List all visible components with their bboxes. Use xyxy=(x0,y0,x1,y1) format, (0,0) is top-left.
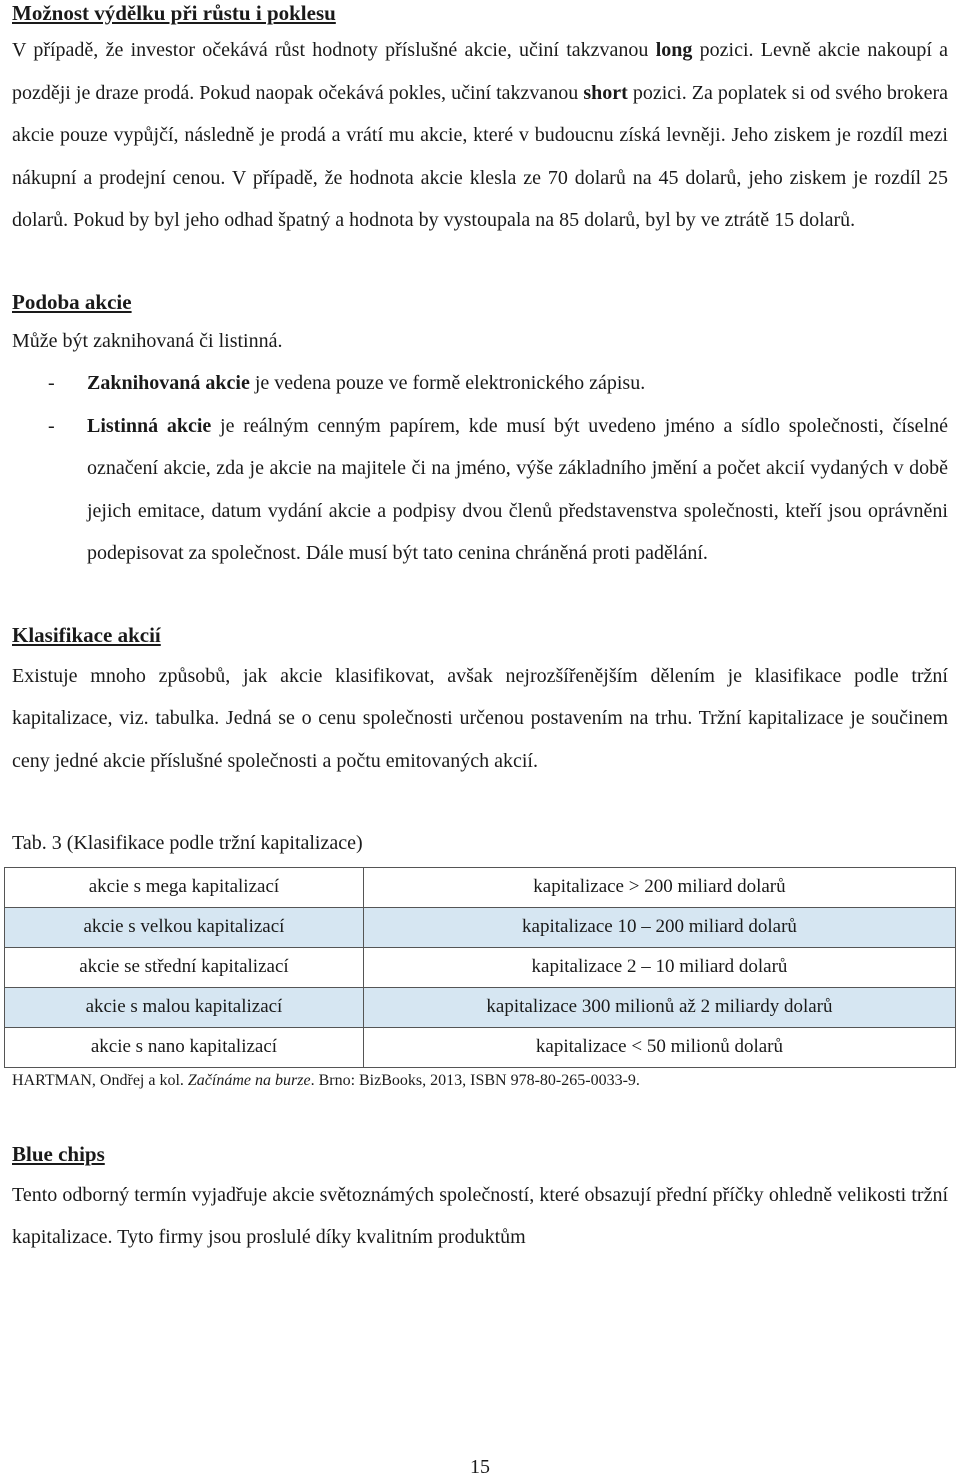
table-cell-range: kapitalizace 300 milionů až 2 miliardy dolarů xyxy=(363,987,955,1027)
list-item: - Listinná akcie je reálným cenným papírem, kde musí být uvedeno jméno a sídlo společnosti, číselné označení akcie, zda je akcie na majitele či na jméno, výše základního jmění a počet akcií vydaných v době jejich emitace, datum vydání akcie a podpisy dvou členů představenstva společnosti, kteří jsou oprávněni podepisovat za společnost. Dále musí být tato cenina chráněná proti padělání. xyxy=(48,414,948,564)
table-cell-name: akcie se střední kapitalizací xyxy=(5,947,364,987)
paragraph-podoba-intro: Může být zaknihovaná či listinná. xyxy=(12,329,283,352)
paragraph-blue-chips: Tento odborný termín vyjadřuje akcie světoznámých společností, které obsazují přední příčky ohledně velikosti tržní kapitalizace. Tyto firmy jsou proslulé díky kvalitním produktům xyxy=(12,1183,948,1248)
paragraph-klasifikace: Existuje mnoho způsobů, jak akcie klasifikovat, avšak nejrozšířenějším dělením je klasifikace podle tržní kapitalizace, viz. tabulka. Jedná se o cenu společnosti určenou postavením na trhu. Tržní kapitalizace je součinem ceny jedné akcie příslušné společnosti a počtu emitovaných akcií. xyxy=(12,664,948,772)
table-cell-range: kapitalizace 2 – 10 miliard dolarů xyxy=(363,947,955,987)
table-cell-name: akcie s velkou kapitalizací xyxy=(5,907,364,947)
capitalization-table xyxy=(4,867,956,1068)
page-number: 15 xyxy=(470,1456,490,1478)
table-cell-name: akcie s nano kapitalizací xyxy=(5,1027,364,1067)
table-cell-name: akcie s malou kapitalizací xyxy=(5,987,364,1027)
table-row xyxy=(5,947,956,987)
list-item: - Zaknihovaná akcie je vedena pouze ve formě elektronického zápisu. xyxy=(48,372,646,394)
table-row xyxy=(5,987,956,1027)
section-heading-vydelek: Možnost výdělku při růstu i poklesu xyxy=(12,1,336,25)
table-row xyxy=(5,867,956,907)
table-source: HARTMAN, Ondřej a kol. Začínáme na burze. Brno: BizBooks, 2013, ISBN 978-80-265-0033-9. xyxy=(12,1071,640,1089)
table-cell-range: kapitalizace < 50 milionů dolarů xyxy=(363,1027,955,1067)
table-cell-name: akcie s mega kapitalizací xyxy=(5,867,364,907)
table-cell-range: kapitalizace > 200 miliard dolarů xyxy=(363,867,955,907)
table-cell-range: kapitalizace 10 – 200 miliard dolarů xyxy=(363,907,955,947)
section-heading-klasifikace: Klasifikace akcií xyxy=(12,622,161,647)
document-page xyxy=(12,0,948,1259)
table-row xyxy=(5,907,956,947)
podoba-list xyxy=(12,362,948,575)
paragraph-long-short: V případě, že investor očekává růst hodnoty příslušné akcie, učiní takzvanou long pozici. Levně akcie nakoupí a později je draze prodá. Pokud naopak očekává pokles, učiní takzvanou short pozici. Za poplatek si od svého brokera akcie pouze vypůjčí, následně je prodá a vrátí mu akcie, které v budoucnu získá levněji. Jeho ziskem je rozdíl mezi nákupní a prodejní cenou. V případě, že hodnota akcie klesla ze 70 dolarů na 45 dolarů, jeho ziskem je rozdíl 25 dolarů. Pokud by byl jeho odhad špatný a hodnota by vystoupala na 85 dolarů, byl by ve ztrátě 15 dolarů. xyxy=(12,39,949,231)
section-heading-blue-chips: Blue chips xyxy=(12,1141,105,1166)
table-row xyxy=(5,1027,956,1067)
section-heading-podoba: Podoba akcie xyxy=(12,289,132,314)
table-caption: Tab. 3 (Klasifikace podle tržní kapitalizace) xyxy=(12,832,363,854)
